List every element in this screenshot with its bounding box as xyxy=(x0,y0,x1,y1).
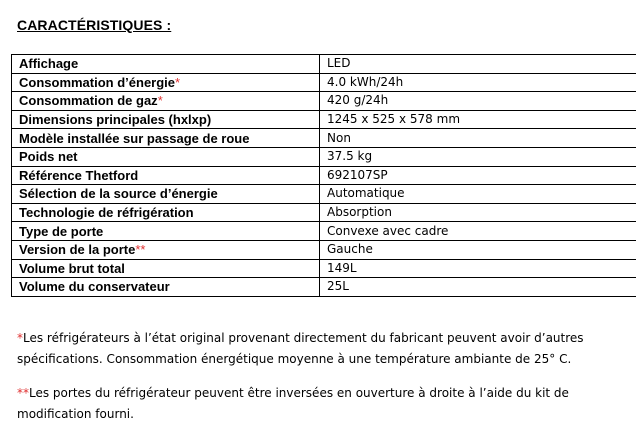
spec-label: Type de porte xyxy=(12,222,320,241)
table-row xyxy=(12,240,636,259)
spec-value: Gauche xyxy=(320,240,636,259)
spec-label: Consommation d’énergie* xyxy=(12,73,320,92)
spec-label: Poids net xyxy=(12,147,320,166)
spec-value: Automatique xyxy=(320,185,636,204)
table-row xyxy=(12,185,636,204)
page-heading: CARACTÉRISTIQUES : xyxy=(17,17,172,33)
table-row xyxy=(12,110,636,129)
spec-value: 420 g/24h xyxy=(320,92,636,111)
table-row xyxy=(12,73,636,92)
asterisk-mark: * xyxy=(157,93,163,109)
spec-label: Consommation de gaz* xyxy=(12,92,320,111)
table-row xyxy=(12,259,636,278)
spec-value: Non xyxy=(320,129,636,148)
spec-value: 25L xyxy=(320,278,636,297)
asterisk-mark: * xyxy=(17,331,23,345)
asterisk-mark: ** xyxy=(135,242,146,258)
specifications-table xyxy=(11,54,636,297)
spec-value: 1245 x 525 x 578 mm xyxy=(320,110,636,129)
table-row xyxy=(12,129,636,148)
table-row xyxy=(12,278,636,297)
spec-value: 37.5 kg xyxy=(320,147,636,166)
spec-label: Affichage xyxy=(12,55,320,74)
asterisk-mark: * xyxy=(175,74,181,90)
spec-value: LED xyxy=(320,55,636,74)
table-row xyxy=(12,147,636,166)
table-row xyxy=(12,92,636,111)
spec-value: 149L xyxy=(320,259,636,278)
spec-value: Convexe avec cadre xyxy=(320,222,636,241)
spec-label: Version de la porte** xyxy=(12,240,320,259)
spec-value: 4.0 kWh/24h xyxy=(320,73,636,92)
asterisk-mark: ** xyxy=(17,386,29,400)
spec-label: Volume brut total xyxy=(12,259,320,278)
spec-label: Sélection de la source d’énergie xyxy=(12,185,320,204)
spec-value: Absorption xyxy=(320,203,636,222)
table-row xyxy=(12,55,636,74)
table-row xyxy=(12,166,636,185)
spec-label: Dimensions principales (hxlxp) xyxy=(12,110,320,129)
spec-label: Volume du conservateur xyxy=(12,278,320,297)
table-row xyxy=(12,222,636,241)
footnote-door-reversal: **Les portes du réfrigérateur peuvent être inversées en ouverture à droite à l’aide du kit de modification fourni. xyxy=(17,386,569,421)
table-row xyxy=(12,203,636,222)
spec-label: Modèle installée sur passage de roue xyxy=(12,129,320,148)
spec-label: Technologie de réfrigération xyxy=(12,203,320,222)
spec-label: Référence Thetford xyxy=(12,166,320,185)
footnote-original-specs: *Les réfrigérateurs à l’état original provenant directement du fabricant peuvent avoir d’autres spécifications. Consommation énergétique moyenne à une température ambiante de 25° C. xyxy=(17,331,584,366)
spec-value: 692107SP xyxy=(320,166,636,185)
